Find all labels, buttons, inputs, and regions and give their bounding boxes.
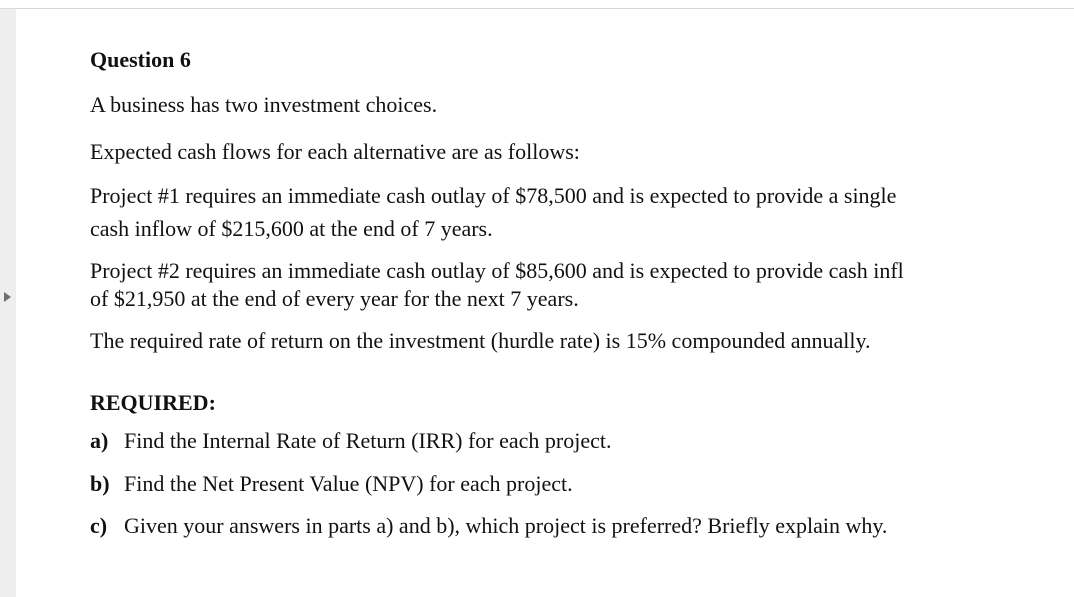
hurdle-rate-text: The required rate of return on the investment (hurdle rate) is 15% compounded annually. bbox=[90, 328, 871, 353]
left-gutter bbox=[0, 9, 16, 597]
expand-arrow-icon[interactable] bbox=[4, 292, 11, 302]
item-letter: c) bbox=[90, 513, 108, 538]
project2-line2: of $21,950 at the end of every year for the next 7 years. bbox=[90, 286, 579, 311]
project2-line1: Project #2 requires an immediate cash outlay of $85,600 and is expected to provide cash infl bbox=[90, 258, 904, 283]
required-heading: REQUIRED: bbox=[90, 390, 216, 415]
top-border bbox=[0, 0, 1074, 9]
project1-line1: Project #1 requires an immediate cash outlay of $78,500 and is expected to provide a single bbox=[90, 183, 897, 208]
question-heading: Question 6 bbox=[90, 47, 191, 72]
item-text: Find the Net Present Value (NPV) for each project. bbox=[124, 471, 573, 496]
required-item-b bbox=[90, 471, 573, 497]
item-letter: a) bbox=[90, 428, 109, 453]
item-text: Find the Internal Rate of Return (IRR) for each project. bbox=[124, 428, 612, 453]
item-letter: b) bbox=[90, 471, 110, 496]
intro-text: A business has two investment choices. bbox=[90, 92, 438, 117]
cash-flows-intro: Expected cash flows for each alternative are as follows: bbox=[90, 139, 580, 164]
project1-line2: cash inflow of $215,600 at the end of 7 years. bbox=[90, 216, 493, 241]
item-text: Given your answers in parts a) and b), which project is preferred? Briefly explain why. bbox=[124, 513, 888, 538]
required-item-a bbox=[90, 428, 612, 454]
required-item-c bbox=[90, 513, 887, 539]
